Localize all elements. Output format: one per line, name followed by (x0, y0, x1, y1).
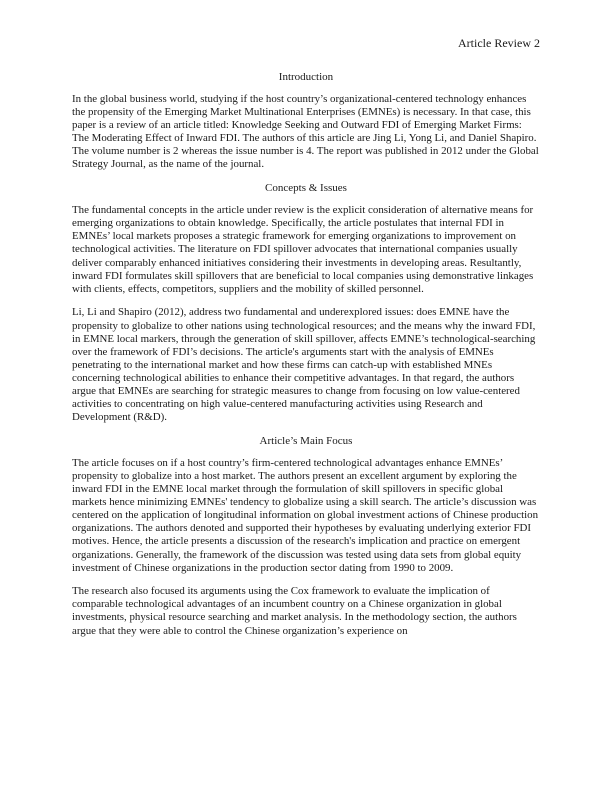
running-head: Article Review 2 (458, 36, 540, 50)
paragraph-introduction: In the global business world, studying if the host country’s organizational-centered technology enhances the propensity of the Emerging Market Multinational Enterprises (EMNEs) is necessary. In that case, this paper is a review of an article titled: Knowledge Seeking and Outward FDI of Emerging Market Firms: The Moderating Effect of Inward FDI. The authors of this article are Jing Li, Yong Li, and Daniel Shapiro. The volume number is 2 whereas the issue number is 4. The report was published in 2012 under the Global Strategy Journal, as the name of the journal. (72, 93, 539, 171)
section-heading-concepts-issues: Concepts & Issues (265, 182, 347, 195)
section-heading-introduction: Introduction (278, 71, 334, 83)
paragraph-main-focus-2: The research also focused its arguments using the Cox framework to evaluate the implication of comparable technological advantages of an incumbent country on a Chinese organization in global investments, physical resource searching and market analysis. In the methodology section, the authors argue that they were able to control the Chinese organization’s experience on (72, 585, 517, 637)
paragraph-concepts-2: Li, Li and Shapiro (2012), address two fundamental and underexplored issues: does EMNE have the propensity to globalize to other nations using technological resources; and the means why the inward FDI, in EMNE local markers, through the generation of skill spillover, affects EMNE’s technological-searching over the framework of FDI’s decisions. The article's arguments start with the analysis of EMNEs penetrating to the international market and how these firms can catch-up with established MNEs concerning technological abilities to enhance their competitive advantages. In that regard, the authors argue that EMNEs are searching for strategic measures to change from focusing on low value-centered activities to concentrating on high value-centered manufacturing activities using Research and Development (R&D). (72, 306, 536, 424)
section-heading-main-focus: Article’s Main Focus (259, 434, 353, 447)
paragraph-main-focus-1: The article focuses on if a host country’s firm-centered technological advantages enhance EMNEs’ propensity to globalize into a host market. The authors present an excellent argument by exploring the inward FDI in the EMNE local market through the formulation of skill spillovers in specific global markets hence minimizing EMNEs' tendency to globalize using a skill search. The article’s discussion was centered on the application of longitudinal information on global investment actions of Chinese production organizations. The authors denoted and supported their hypotheses by evaluating underlying exterior FDI motives. Hence, the article presents a discussion of the research's implication and practice on emergent organizations. Generally, the framework of the discussion was tested using data sets from global equity investment of Chinese organizations in the production sector dating from 1990 to 2009. (72, 456, 539, 574)
document-body (72, 71, 540, 648)
paragraph-concepts-1: The fundamental concepts in the article under review is the explicit consideration of alternative means for emerging organizations to obtain knowledge. Specifically, the article postulates that internal FDI in EMNEs’ local markets proposes a strategic framework for emerging organizations to improvement on technological activities. The literature on FDI spillover advocates that international companies usually deliver comparably enhanced initiatives considering their investments in developing areas. Resultantly, inward FDI formulates skill spillovers that are beneficial to local companies using demonstrative linkages with clients, effects, competitors, suppliers and the mobility of skilled personnel. (72, 204, 534, 295)
